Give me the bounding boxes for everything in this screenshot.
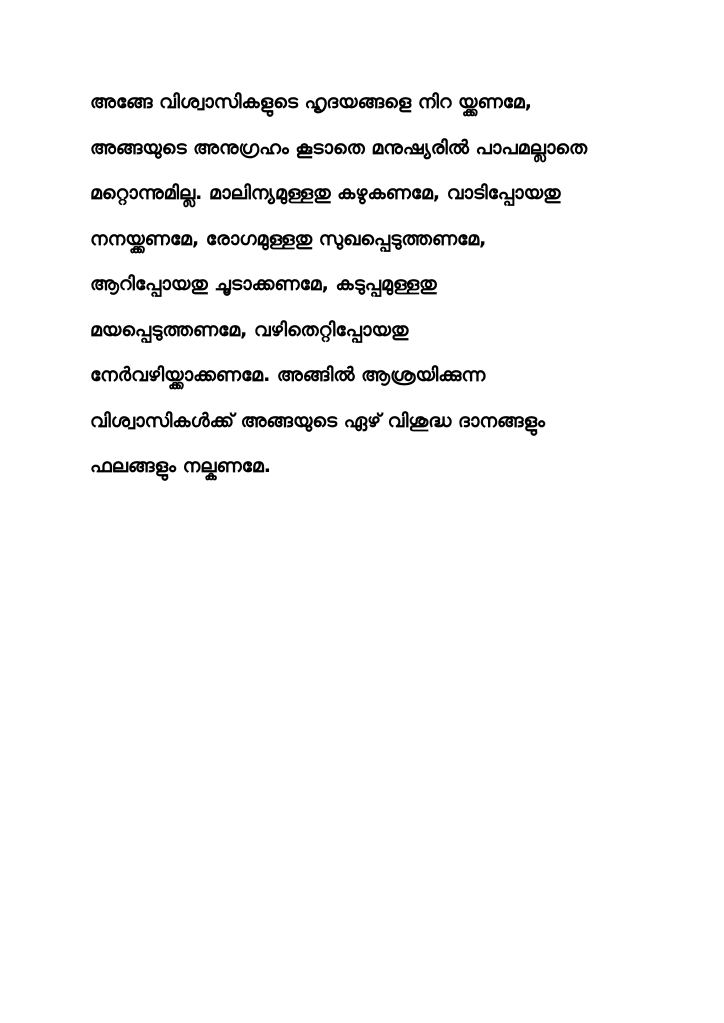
- text-line: വിശ്വാസികൾക്ക് അങ്ങയുടെ ഏഴ് വിശുദ്ധ ദാനങ്ങളും: [90, 409, 546, 432]
- text-line: മയപ്പെടുത്തണമേ, വഴിതെറ്റിപ്പോയതു: [90, 318, 409, 341]
- text-line: നേർവഴിയ്ക്കാക്കണമേ. അങ്ങിൽ ആശ്രയിക്കുന്ന: [90, 364, 486, 386]
- text-line: നനയ്ക്കണമേ, രോഗമുള്ളതു സുഖപ്പെടുത്തണമേ,: [90, 227, 487, 250]
- text-line: അങ്ങയുടെ അനുഗ്രഹം കൂടാതെ മനുഷ്യരിൽ പാപമല്ലാതെ: [90, 136, 588, 159]
- text-line: ഫലങ്ങളും നല്കണമേ.: [90, 455, 271, 477]
- text-line: അങ്ങേ വിശ്വാസികളുടെ ഹൃദയങ്ങളെ നിറ യ്ക്കണമേ,: [90, 91, 532, 113]
- text-line: ആറിപ്പോയതു ചൂടാക്കണമേ, കടുപ്പമുള്ളതു: [90, 273, 437, 295]
- text-line: മറ്റൊന്നുമില്ല. മാലിന്യമുള്ളതു കഴുകണമേ, വാടിപ്പോയതു: [90, 182, 561, 204]
- prayer-paragraph: [90, 80, 650, 490]
